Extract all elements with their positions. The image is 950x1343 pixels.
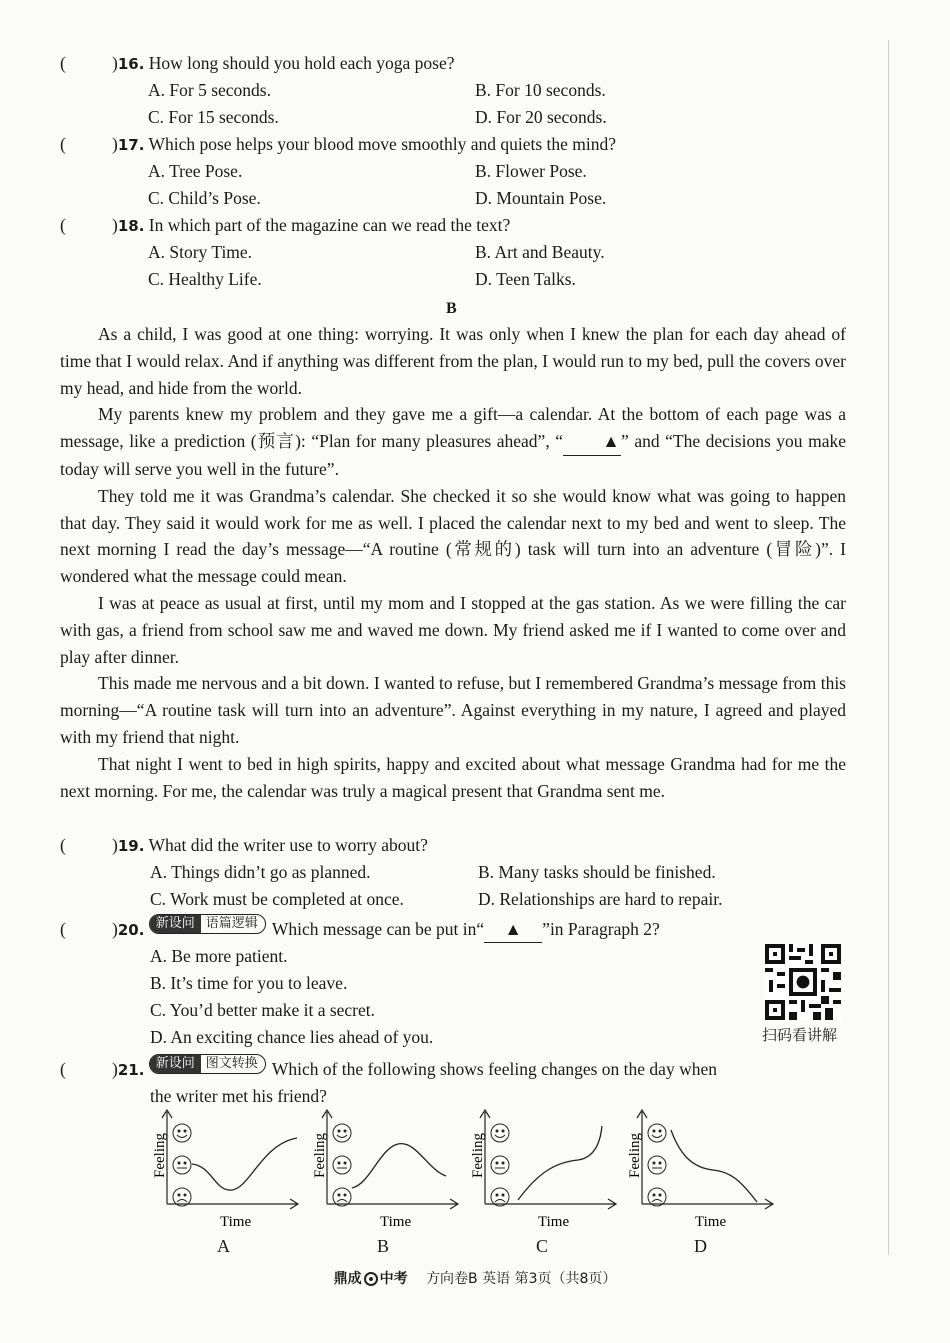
face-neutral-icon	[333, 1156, 351, 1174]
option-20c[interactable]: C. You’d better make it a secret.	[150, 1000, 376, 1020]
question-21: ( )21. 新设问 图文转换 Which of the following shows feeling changes on the day when	[60, 1056, 717, 1079]
qr-code-icon[interactable]	[765, 944, 841, 1020]
option-20b[interactable]: B. It’s time for you to leave.	[150, 973, 348, 993]
graph-label-c: C	[536, 1236, 549, 1256]
graph-label-a: A	[217, 1236, 230, 1256]
question-20: ( )20. 新设问 语篇逻辑 Which message can be put in“ ▲ ”in Paragraph 2?	[60, 914, 660, 943]
feeling-curve	[352, 1144, 446, 1188]
face-sad-icon	[333, 1188, 351, 1206]
question-21-cont: the writer met his friend?	[150, 1086, 327, 1106]
footer-info: 方向卷B 英语 第3页（共8页）	[426, 1271, 617, 1287]
face-sad-icon	[648, 1188, 666, 1206]
section-label: B	[446, 300, 457, 317]
passage	[60, 321, 846, 804]
option-17b[interactable]: B. Flower Pose.	[475, 161, 587, 181]
option-19a[interactable]: A. Things didn’t go as planned.	[150, 862, 371, 882]
margin-rule	[888, 40, 889, 1255]
page-footer: 鼎成 中考 方向卷B 英语 第3页（共8页）	[333, 1271, 617, 1287]
x-axis-label: Time	[220, 1214, 252, 1230]
option-17a[interactable]: A. Tree Pose.	[148, 161, 243, 181]
face-neutral-icon	[648, 1156, 666, 1174]
question-text: What did the writer use to worry about?	[148, 835, 428, 855]
brand-logo-icon	[364, 1272, 378, 1286]
option-19d[interactable]: D. Relationships are hard to repair.	[478, 889, 723, 909]
graph-a[interactable]	[150, 1108, 305, 1233]
graph-d[interactable]	[625, 1108, 780, 1233]
paragraph-1: As a child, I was good at one thing: worrying. It was only when I knew the plan for each day ahead of time that I would relax. And if anything was different from the plan, I would run to my bed, pull the covers over my head, and hide from the world.	[60, 324, 846, 398]
x-axis-label: Time	[695, 1214, 727, 1230]
option-20d[interactable]: D. An exciting chance lies ahead of you.	[150, 1027, 434, 1047]
y-axis-label: Feeling	[152, 1133, 168, 1178]
new-question-tag: 新设问 语篇逻辑	[149, 914, 266, 934]
feeling-curve	[192, 1138, 297, 1190]
face-happy-icon	[173, 1124, 191, 1142]
question-19: ( )19. What did the writer use to worry about?	[60, 835, 428, 855]
y-axis-label: Feeling	[627, 1133, 643, 1178]
question-text: Which pose helps your blood move smoothly and quiets the mind?	[148, 134, 617, 154]
option-18c[interactable]: C. Healthy Life.	[148, 269, 262, 289]
face-neutral-icon	[491, 1156, 509, 1174]
brand-name: 鼎成	[333, 1271, 362, 1287]
x-axis-label: Time	[538, 1214, 570, 1230]
option-17c[interactable]: C. Child’s Pose.	[148, 188, 261, 208]
y-axis-label: Feeling	[312, 1133, 328, 1178]
question-text: How long should you hold each yoga pose?	[148, 53, 455, 73]
face-sad-icon	[491, 1188, 509, 1206]
option-16d[interactable]: D. For 20 seconds.	[475, 107, 607, 127]
feeling-curve	[671, 1130, 757, 1202]
graph-label-b: B	[377, 1236, 390, 1256]
option-18a[interactable]: A. Story Time.	[148, 242, 253, 262]
x-axis-label: Time	[380, 1214, 412, 1230]
option-20a[interactable]: A. Be more patient.	[150, 946, 288, 966]
paragraph-3: They told me it was Grandma’s calendar. She checked it so she would know what was going to happen that day. They said it would work for me as well. I placed the calendar next to my bed and went to sleep. The next morning I read the day’s message—“A routine (常规的) task will turn into an adventure (冒险)”. I wondered what the message could mean.	[60, 485, 846, 587]
paragraph-6: That night I went to bed in high spirits, happy and excited about what message Grandma had for me the next morning. For me, the calendar was truly a magical present that Grandma sent me.	[60, 753, 846, 801]
question-18: ( )18. In which part of the magazine can we read the text?	[60, 215, 511, 235]
graph-label-d: D	[694, 1236, 707, 1256]
paragraph-5: This made me nervous and a bit down. I wanted to refuse, but I remembered Grandma’s message from this morning—“A routine task will turn into an adventure”. Against everything in my nature, I agreed and played with my friend that night.	[60, 673, 846, 747]
paragraph-4: I was at peace as usual at first, until my mom and I stopped at the gas station. As we were filling the car with gas, a friend from school saw me and waved me down. My friend asked me if I wanted to come over and play after dinner.	[60, 592, 846, 667]
option-18d[interactable]: D. Teen Talks.	[475, 269, 576, 289]
question-16: ( )16. How long should you hold each yoga pose?	[60, 53, 455, 73]
face-sad-icon	[173, 1188, 191, 1206]
question-text: In which part of the magazine can we read the text?	[148, 215, 511, 235]
option-16c[interactable]: C. For 15 seconds.	[148, 107, 279, 127]
paragraph-2: My parents knew my problem and they gave me a gift—a calendar. At the bottom of each page was a message, like a prediction (预言): “Plan for many pleasures ahead”, “ ▲” and “The decisions you make today will serve you well in the future”.	[60, 404, 846, 479]
question-17: ( )17. Which pose helps your blood move smoothly and quiets the mind?	[60, 134, 617, 154]
option-18b[interactable]: B. Art and Beauty.	[475, 242, 605, 262]
y-axis-label: Feeling	[470, 1133, 486, 1178]
face-happy-icon	[491, 1124, 509, 1142]
qr-caption: 扫码看讲解	[762, 1026, 838, 1044]
option-16a[interactable]: A. For 5 seconds.	[148, 80, 271, 100]
option-19b[interactable]: B. Many tasks should be finished.	[478, 862, 716, 882]
axes	[162, 1110, 298, 1209]
graph-b[interactable]	[310, 1108, 465, 1233]
option-17d[interactable]: D. Mountain Pose.	[475, 188, 607, 208]
option-16b[interactable]: B. For 10 seconds.	[475, 80, 606, 100]
new-question-tag: 新设问 图文转换	[149, 1054, 266, 1074]
face-neutral-icon	[173, 1156, 191, 1174]
option-19c[interactable]: C. Work must be completed at once.	[150, 889, 404, 909]
graph-c[interactable]	[468, 1108, 623, 1233]
answer-blank: ▲	[563, 428, 621, 456]
answer-blank: ▲	[484, 916, 542, 943]
feeling-curve	[518, 1126, 602, 1200]
face-happy-icon	[648, 1124, 666, 1142]
face-happy-icon	[333, 1124, 351, 1142]
